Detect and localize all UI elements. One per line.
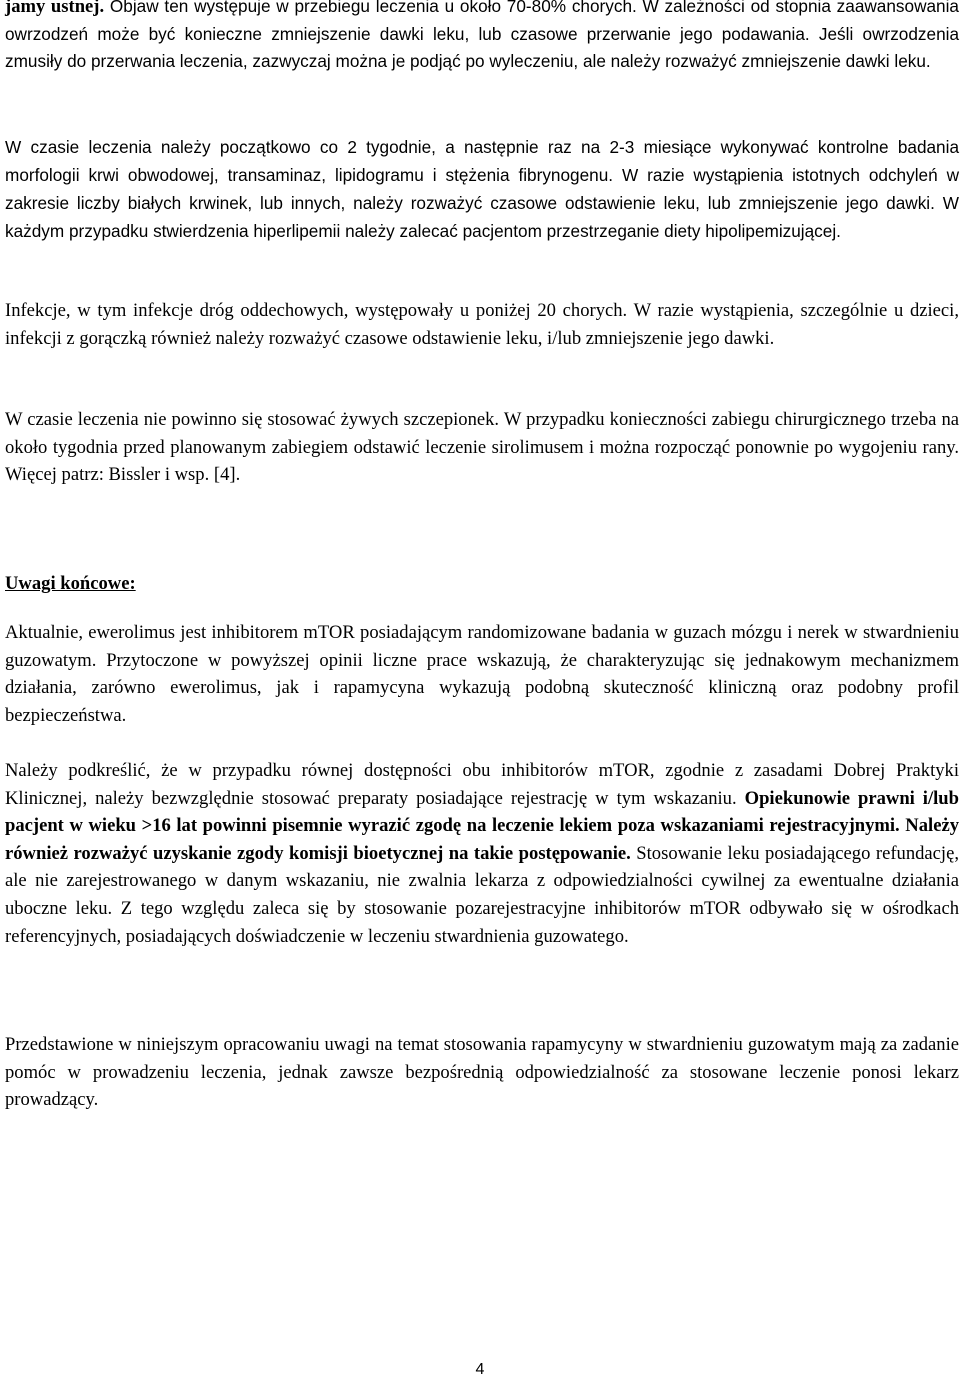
paragraph-text: Objaw ten występuje w przebiegu leczenia u około 70-80% chorych. W zależności od stopnia zaawansowania owrzodzeń może być konieczne zmniejszenie dawki leku, lub czasowe przerwanie jego podawania. Jeśli owrzodzenia zmusiły do przerwania leczenia, zazwyczaj można je podjąć po wyleczeniu, ale należy rozważyć zmniejszenie dawki leku. xyxy=(5,0,959,72)
paragraph-text: Przedstawione w niniejszym opracowaniu uwagi na temat stosowania rapamycyny w stwardnieniu guzowatym mają za zadanie pomóc w prowadzeniu leczenia, jednak zawsze bezpośrednią odpowiedzialność za stosowane leczenie ponosi lekarz prowadzący. xyxy=(5,1034,959,1111)
paragraph-monitoring xyxy=(5,133,959,245)
paragraph-mouth-ulcers xyxy=(5,0,959,76)
paragraph-text: Infekcje, w tym infekcje dróg oddechowych, występowały u poniżej 20 chorych. W razie wystąpienia, szczególnie u dzieci, infekcji z gorączką również należy rozważyć czasowe odstawienie leku, i/lub zmniejszenie jego dawki. xyxy=(5,300,959,349)
paragraph-text: Należy podkreślić, że w przypadku równej dostępności obu inhibitorów mTOR, zgodnie z zasadami Dobrej Praktyki Klinicznej, należy bezwzględnie stosować preparaty posiadające rejestrację w tym wskazaniu. xyxy=(5,760,959,809)
paragraph-text: Stosowanie leku posiadającego refundację, ale nie zarejestrowanego w danym wskazaniu, nie zwalnia lekarza z odpowiedzialności cywilnej za ewentualne działania uboczne leku. Z tego względu zaleca się by stosowanie pozarejestracyjne inhibitorów mTOR odbywało się w ośrodkach referencyjnych, posiadających doświadczenie w leczeniu stwardnienia guzowatego. xyxy=(5,842,959,947)
paragraph-registration xyxy=(5,757,959,950)
paragraph-closing xyxy=(5,1031,959,1114)
paragraph-vaccines-surgery xyxy=(5,406,959,489)
bold-lead-text: jamy ustnej. xyxy=(5,0,105,17)
paragraph-text: W czasie leczenia nie powinno się stosować żywych szczepionek. W przypadku konieczności zabiegu chirurgicznego trzeba na około tygodnia przed planowanym zabiegiem odstawić leczenie sirolimusem i można rozpocząć ponownie po wygojeniu rany. Więcej patrz: Bissler i wsp. [4]. xyxy=(5,409,959,486)
bold-consent-text: Opiekunowie prawni i/lub pacjent w wieku >16 lat powinni pisemnie wyrazić zgodę na leczenie lekiem poza wskazaniami rejestracyjnymi. Należy również rozważyć uzyskanie zgody komisji bioetycznej na takie postępowanie. xyxy=(5,787,959,864)
paragraph-current-status xyxy=(5,619,959,729)
paragraph-text: W czasie leczenia należy początkowo co 2 tygodnie, a następnie raz na 2-3 miesiące wykonywać kontrolne badania morfologii krwi obwodowej, transaminaz, lipidogramu i stężenia fibrynogenu. W razie wystąpienia istotnych odchyleń w zakresie liczby białych krwinek, lub innych, należy rozważyć czasowe odstawienie leku, lub zmniejszenie jego dawki. W każdym przypadku stwierdzenia hiperlipemii należy zalecać pacjentom przestrzeganie diety hipolipemizującej. xyxy=(5,137,959,241)
page-number: 4 xyxy=(475,1361,485,1378)
section-heading: Uwagi końcowe: xyxy=(5,573,136,594)
paragraph-infections xyxy=(5,297,959,352)
paragraph-text: Aktualnie, ewerolimus jest inhibitorem mTOR posiadającym randomizowane badania w guzach mózgu i nerek w stwardnieniu guzowatym. Przytoczone w powyższej opinii liczne prace wskazują, że charakteryzując się jednakowym mechanizmem działania, zarówno ewerolimus, jak i rapamycyna wykazują podobną skuteczność kliniczną oraz podobny profil bezpieczeństwa. xyxy=(5,622,959,726)
